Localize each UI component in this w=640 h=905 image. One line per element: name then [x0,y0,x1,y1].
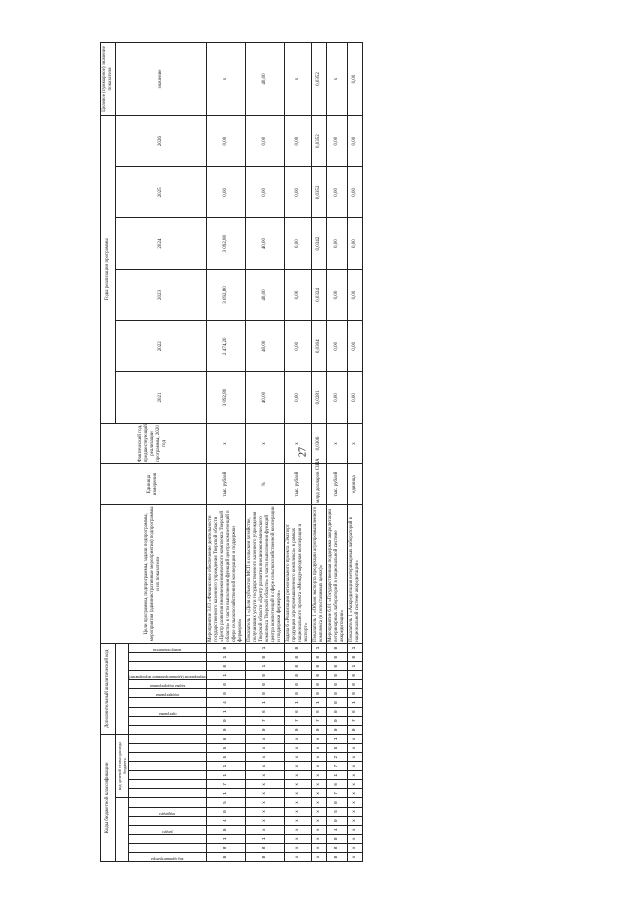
code-cell: 1 [206,789,245,798]
year-value-cell: 3 092,80 [206,372,245,423]
target-subheader: значение [116,43,207,116]
code-cell: 4 [326,825,347,834]
code-column-header [129,789,207,798]
code-cell: 1 [206,762,245,771]
code-cell: x [284,807,311,816]
code-cell: 7 [326,762,347,771]
code-cell: 0 [326,662,347,671]
code-cell: 0 [206,807,245,816]
year-value-cell: 0,00 [347,218,362,269]
code-cell: x [284,789,311,798]
year-value-cell: 0,00 [326,218,347,269]
code-column-header [129,807,207,816]
year-value-cell: 0,0324 [311,269,326,320]
code-cell: 0 [284,680,311,689]
code-cell: x [311,843,326,852]
code-cell: x [245,753,284,762]
code-cell: x [311,743,326,752]
year-value-cell: 0,00 [326,372,347,423]
year-value-cell: 0,00 [326,321,347,372]
code-cell: 1 [245,834,284,843]
code-cell: 4 [206,816,245,825]
code-cell: 0 [326,643,347,652]
year-value-cell: 3 092,80 [206,269,245,320]
year-value-cell: 0,00 [284,269,311,320]
code-cell: 0 [311,689,326,698]
code-cell: 1 [245,698,284,707]
code-column-header [129,825,207,834]
code-cell: 0 [284,725,311,734]
code-column-header [129,734,207,743]
target-value-cell: x [206,43,245,116]
year-value-cell: 0,00 [347,269,362,320]
code-column-header [129,662,207,671]
year-value-cell: 0,0342 [311,218,326,269]
code-cell: x [245,734,284,743]
code-column-header [129,707,207,716]
target-value-cell: 0,0352 [311,43,326,116]
code-cell: x [311,780,326,789]
code-cell: x [347,771,362,780]
code-column-header [129,689,207,698]
code-cell: 0 [347,680,362,689]
code-column-header [129,680,207,689]
code-cell: 0 [245,653,284,662]
code-cell: 1 [245,662,284,671]
code-column-label: подраздел [159,811,176,816]
code-cell: x [284,843,311,852]
code-cell: x [347,789,362,798]
year-value-cell: 0,00 [284,321,311,372]
code-subgroup-header: код целевой статьи расхода бюджета [116,734,129,798]
code-cell: x [347,834,362,843]
code-cell: 0 [326,707,347,716]
code-cell: x [284,834,311,843]
additional-code-header: Дополнительный аналитический код [101,643,116,734]
year-value-cell: 0,0304 [311,321,326,372]
code-cell: 1 [206,707,245,716]
codes-group-header: Коды бюджетной классификации [101,734,116,861]
code-column-label: код администратора [151,856,184,861]
code-cell: 2 [326,753,347,762]
code-cell: 8 [245,843,284,852]
year-value-cell: 0,00 [326,269,347,320]
code-cell: x [347,843,362,852]
code-cell: x [284,798,311,807]
code-column-header [129,753,207,762]
year-value-cell: 0,00 [347,321,362,372]
table-row [206,43,245,862]
code-cell: 6 [326,780,347,789]
code-cell: 0 [206,852,245,861]
year-value-cell: 3 092,80 [206,218,245,269]
code-cell: x [311,762,326,771]
target-header: Целевое (суммарное) значение показателя [101,43,116,116]
code-cell: 0 [245,671,284,680]
code-cell: 4 [206,698,245,707]
code-cell: 0 [326,852,347,861]
description-cell: Задача 6 «Реализация регионального проекта «Экспорт продукции агропромышленного комплекса» в рамках национального проекта «Международная кооперация и экспорт» [284,504,311,643]
code-cell: 0 [311,671,326,680]
code-cell: 0 [245,680,284,689]
code-cell: x [284,743,311,752]
code-cell: 0 [326,798,347,807]
code-cell: x [245,816,284,825]
table-row [245,43,284,862]
code-cell: 0 [311,725,326,734]
code-cell: 0 [347,689,362,698]
base-year-cell: x [347,423,362,464]
code-cell: 1 [206,771,245,780]
code-cell: x [311,807,326,816]
code-cell: x [245,789,284,798]
code-column-header [129,671,207,680]
code-column-header [129,725,207,734]
code-cell: 0 [206,716,245,725]
description-cell: Показатель 1 «Объем экспорта продукции агропромышленного комплекса (в сопоставимых ценах)» [311,504,326,643]
code-column-header [129,852,207,861]
year-header: 2023 [116,269,207,320]
description-cell: Показатель 1 «Аккредитация ветеринарных лабораторий в национальной системе аккредитации» [347,504,362,643]
code-cell: 0 [326,716,347,725]
year-value-cell: 0,00 [347,115,362,166]
base-year-cell: 0,0306 [311,423,326,464]
code-cell: x [245,807,284,816]
code-cell: 1 [347,643,362,652]
code-column-header [129,643,207,652]
code-cell: 1 [326,771,347,780]
code-cell: 6 [206,734,245,743]
table-row [326,43,347,862]
unit-cell: % [245,464,284,505]
code-cell: 0 [245,725,284,734]
code-cell: 1 [284,698,311,707]
code-cell: x [311,834,326,843]
code-column-label: программа [158,711,176,716]
base-year-cell: x [206,423,245,464]
code-cell: 0 [284,653,311,662]
code-cell: x [245,743,284,752]
code-cell: 0 [284,662,311,671]
code-cell: x [311,771,326,780]
year-value-cell: 0,00 [326,115,347,166]
unit-cell: единица [347,464,362,505]
code-cell: 5 [206,743,245,752]
code-cell: x [347,780,362,789]
code-cell: 5 [206,798,245,807]
table-row [347,43,362,862]
year-value-cell: 0,00 [284,167,311,218]
code-cell: x [347,798,362,807]
target-value-cell: 40,00 [245,43,284,116]
code-column-header [129,653,207,662]
table-row [311,43,326,862]
code-cell: x [311,816,326,825]
code-cell: x [347,734,362,743]
year-value-cell: 0,0352 [311,115,326,166]
year-value-cell: 0,0352 [311,167,326,218]
description-cell: Мероприятие 6.01 «Государственная поддержка аккредитации ветеринарных лабораторий в национальной системе аккредитации» [326,504,347,643]
code-cell: 1 [311,643,326,652]
code-cell: x [245,780,284,789]
code-cell: x [311,734,326,743]
year-header: 2026 [116,115,207,166]
unit-cell: тыс. рублей [326,464,347,505]
year-value-cell: 0,00 [347,167,362,218]
code-cell: 7 [311,716,326,725]
code-cell: 0 [206,725,245,734]
year-header: 2025 [116,167,207,218]
year-value-cell: 0,0281 [311,372,326,423]
code-cell: 0 [206,689,245,698]
code-column-label: раздел [161,829,173,834]
code-cell: x [347,762,362,771]
base-year-cell: x [326,423,347,464]
code-cell: 6 [245,707,284,716]
code-cell: 1 [206,671,245,680]
unit-header: Единица измерения [101,464,207,505]
code-cell: x [311,825,326,834]
year-value-cell: 0,00 [284,218,311,269]
code-cell: 0 [206,680,245,689]
code-cell: x [311,798,326,807]
base-year-cell: x [284,423,311,464]
code-column-label: мероприятие (административное мероприятие) [129,675,206,680]
year-header: 2024 [116,218,207,269]
code-cell: x [347,816,362,825]
code-cell: 0 [326,698,347,707]
code-column-header [129,698,207,707]
code-cell: 1 [311,698,326,707]
code-cell: x [245,798,284,807]
code-cell: x [284,771,311,780]
code-cell: 7 [326,789,347,798]
base-year-header: Фактический год, предшествующий реализации программы, 2020 год [101,423,207,464]
code-cell: x [284,852,311,861]
base-year-cell: x [245,423,284,464]
year-value-cell: 0,00 [326,167,347,218]
code-cell: 5 [326,743,347,752]
code-cell: 0 [206,643,245,652]
code-cell: 5 [326,807,347,816]
code-cell: 0 [347,725,362,734]
code-cell: x [284,753,311,762]
code-cell: x [347,753,362,762]
code-cell: 1 [347,698,362,707]
code-cell: x [347,825,362,834]
code-cell: 0 [245,689,284,698]
code-cell: x [284,825,311,834]
goal-header: Цели программы, подпрограммы, задачи подпрограммы, мероприятия (административные мероприятия) подпрограммы и их показатели [101,504,207,643]
code-cell: x [284,816,311,825]
code-cell: 7 [206,780,245,789]
code-cell: 0 [311,662,326,671]
code-cell: 0 [284,643,311,652]
year-header: 2021 [116,372,207,423]
description-cell: Показатель 1 «Доля субъектов МСП в сельском хозяйстве, получивших услуги государственного казенного учреждения Тверской области «Центр развития внешнеэкономического комплекса Тверской области» в части выполнения функций центра компетенций в сфере сельскохозяйственной кооперации и поддержки фермеров» [245,504,284,643]
header-row-1 [101,43,116,862]
code-cell: x [284,734,311,743]
code-cell: 1 [206,653,245,662]
code-cell: x [245,825,284,834]
code-cell: 0 [326,689,347,698]
code-cell: x [347,852,362,861]
code-cell: 0 [245,852,284,861]
year-value-cell: 40,00 [245,269,284,320]
code-cell: 0 [347,671,362,680]
year-header: 2022 [116,321,207,372]
code-cell: 0 [326,680,347,689]
code-column-label: задача подпрограммы [149,684,185,689]
unit-cell: тыс. рублей [284,464,311,505]
rotated-table-sheet [100,42,550,862]
code-cell: 0 [284,671,311,680]
code-column-label: номер показателя [153,647,182,652]
unit-cell: тыс. рублей [206,464,245,505]
description-cell: Мероприятие 3.03 «Финансовое обеспечение деятельности государственного казенного учреждения Тверской области «Центр развития внешнеэкономического комплекса Тверской области» в части выполнения функций центра компетенций в сфере сельскохозяйственной кооперации и поддержки фермеров» [206,504,245,643]
code-column-header [129,780,207,789]
year-value-cell: 0,00 [206,167,245,218]
code-cell: 0 [326,671,347,680]
code-cell: x [311,753,326,762]
year-value-cell: 40,00 [245,372,284,423]
code-cell: 0 [206,662,245,671]
code-cell: 1 [326,734,347,743]
code-cell: 7 [284,716,311,725]
year-value-cell: 0,00 [245,167,284,218]
code-column-label: подпрограмма [155,693,179,698]
code-cell: 1 [347,662,362,671]
code-cell: 5 [206,753,245,762]
code-column-header [129,743,207,752]
code-cell: x [347,807,362,816]
code-cell: x [311,852,326,861]
code-cell: 0 [206,825,245,834]
code-cell: 7 [347,716,362,725]
code-cell: x [347,743,362,752]
code-cell: x [245,771,284,780]
code-cell: 1 [245,643,284,652]
year-value-cell: 40,00 [245,218,284,269]
target-value-cell: x [326,43,347,116]
target-value-cell: 0,00 [347,43,362,116]
code-cell: 6 [347,707,362,716]
code-column-header [129,843,207,852]
target-value-cell: x [284,43,311,116]
year-value-cell: 0,00 [206,115,245,166]
code-cell: 1 [206,834,245,843]
year-value-cell: 0,00 [284,372,311,423]
year-value-cell: 0,00 [284,115,311,166]
years-group-header: Годы реализации программы [101,115,116,423]
code-column-header [129,771,207,780]
code-column-header [129,816,207,825]
table-row [284,43,311,862]
code-column-header [129,762,207,771]
year-value-cell: 0,00 [245,115,284,166]
code-cell: x [284,762,311,771]
program-table [100,42,363,862]
year-value-cell: 2 474,20 [206,321,245,372]
code-cell: 0 [326,834,347,843]
code-cell: 0 [311,680,326,689]
year-value-cell: 40,00 [245,321,284,372]
code-cell: 0 [326,725,347,734]
code-column-header [129,716,207,725]
code-cell: 7 [245,716,284,725]
code-cell: x [311,789,326,798]
code-cell: 0 [284,689,311,698]
unit-cell: млрд долларов США [311,464,326,505]
code-cell: x [284,780,311,789]
code-cell: 6 [311,707,326,716]
code-cell: x [245,762,284,771]
code-cell: 8 [326,843,347,852]
code-cell: 0 [311,653,326,662]
page-number: 27 [297,447,309,457]
code-cell: 0 [326,653,347,662]
code-cell: 6 [284,707,311,716]
code-cell: 8 [206,843,245,852]
code-column-header [129,834,207,843]
code-cell: 0 [326,816,347,825]
code-column-header [129,798,207,807]
code-cell: 0 [347,653,362,662]
year-value-cell: 0,00 [347,372,362,423]
